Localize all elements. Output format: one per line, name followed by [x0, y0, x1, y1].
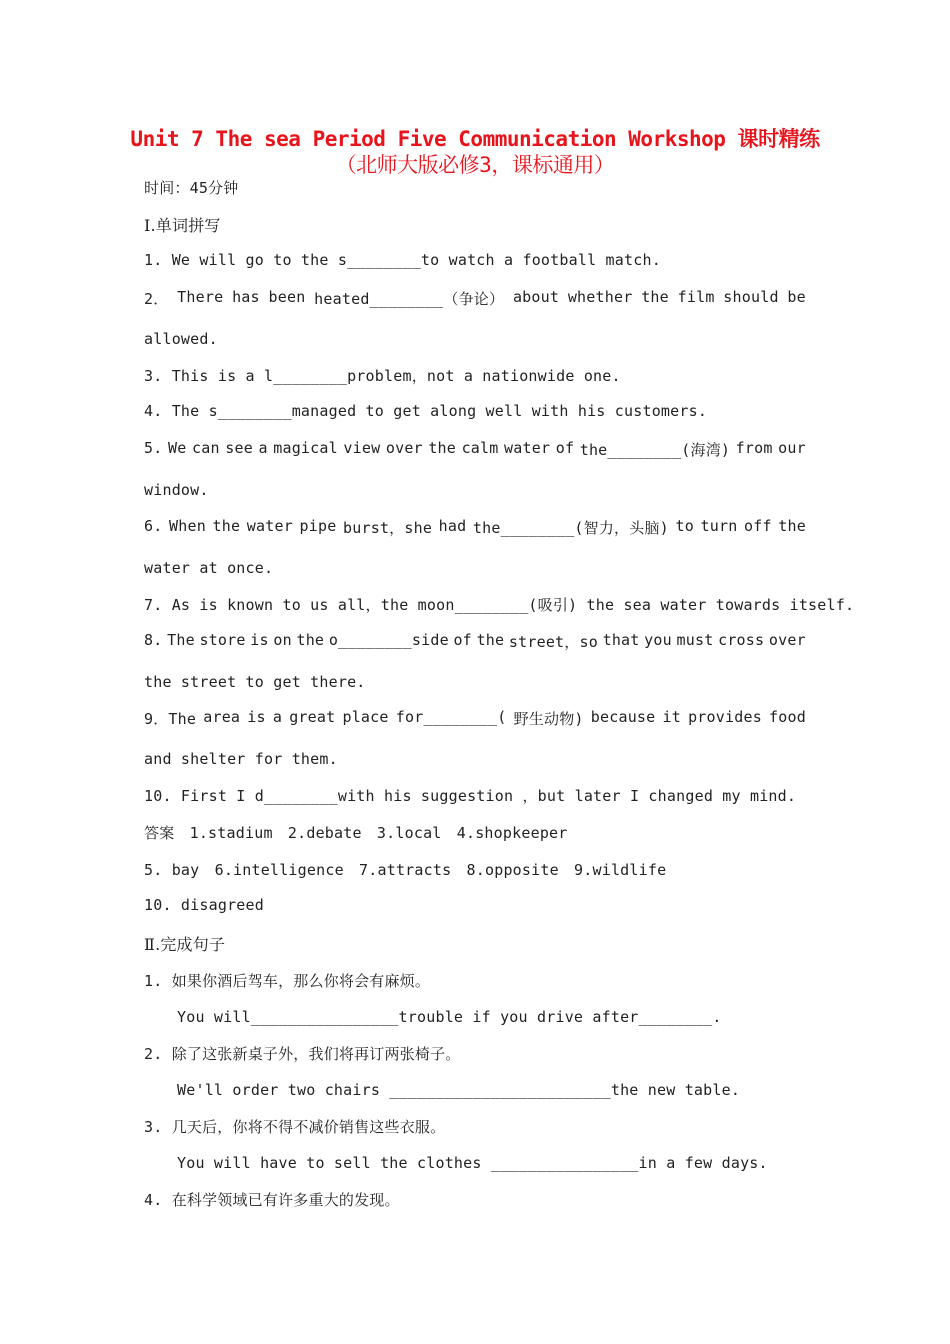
word: a — [272, 708, 283, 726]
word: the — [641, 288, 669, 306]
word: has — [232, 288, 260, 306]
word: that — [602, 631, 640, 649]
document-title: Unit 7 The sea Period Five Communication Workshop 课时精练 — [130, 127, 820, 151]
word: The — [167, 631, 195, 649]
word: from — [735, 439, 773, 457]
word: 野生动物) — [513, 710, 584, 728]
word: heated________（争论） — [314, 290, 505, 308]
word: should — [723, 288, 779, 306]
word: 8. — [144, 631, 163, 649]
question-9 — [144, 708, 806, 729]
word: We — [168, 439, 187, 457]
word: the — [212, 517, 241, 535]
section-heading-spelling: Ⅰ.单词拼写 — [144, 216, 221, 235]
question-5-cont: window. — [144, 481, 209, 499]
word: over — [385, 439, 423, 457]
word: 5. — [144, 439, 163, 457]
word: the — [476, 631, 505, 649]
answer-line-1: 答案 1.stadium 2.debate 3.local 4.shopkeeper — [144, 824, 568, 842]
word: 9．The — [144, 710, 197, 728]
word: magical — [273, 439, 338, 457]
word: cross — [718, 631, 765, 649]
time-limit: 时间：45分钟 — [144, 179, 239, 197]
word: our — [778, 439, 806, 457]
word: over — [768, 631, 806, 649]
word: a — [258, 439, 268, 457]
question-1: 1. We will go to the s________to watch a football match. — [144, 251, 661, 269]
word: of — [555, 439, 575, 457]
word: water — [246, 517, 293, 535]
sentence-3-english: You will have to sell the clothes ________________in a few days. — [177, 1154, 768, 1172]
word: There — [177, 288, 224, 306]
sentence-4-chinese: 4. 在科学领域已有许多重大的发现。 — [144, 1191, 400, 1209]
word: 2． — [144, 290, 169, 308]
sentence-3-chinese: 3. 几天后，你将不得不减价销售这些衣服。 — [144, 1118, 446, 1136]
sentence-1-chinese: 1. 如果你酒后驾车，那么你将会有麻烦。 — [144, 972, 431, 990]
sentence-2-english: We'll order two chairs ________________________the new table. — [177, 1081, 741, 1099]
word: off — [744, 517, 772, 535]
question-6-cont: water at once. — [144, 559, 274, 577]
word: see — [225, 439, 253, 457]
word: can — [192, 439, 220, 457]
question-9-cont: and shelter for them. — [144, 750, 338, 768]
question-5 — [144, 439, 806, 460]
question-2-cont: allowed. — [144, 330, 218, 348]
question-8 — [144, 631, 806, 652]
question-3: 3. This is a l________problem，not a nationwide one. — [144, 367, 621, 385]
word: o________side — [328, 631, 449, 649]
document-subtitle: （北师大版必修3，课标通用） — [335, 153, 615, 177]
word: water — [504, 439, 551, 457]
word: the________(海湾) — [579, 441, 731, 459]
question-10: 10. First I d________with his suggestion ，but later I changed my mind. — [144, 787, 797, 805]
word: the — [296, 631, 325, 649]
word: been — [268, 288, 306, 306]
word: is — [247, 708, 266, 726]
word: calm — [461, 439, 499, 457]
word: about — [512, 288, 560, 306]
word: great — [289, 708, 336, 726]
section-heading-sentences: Ⅱ.完成句子 — [144, 935, 226, 954]
word: whether — [567, 288, 633, 306]
word: pipe — [299, 517, 337, 535]
word: street，so — [508, 633, 598, 651]
word: the________(智力，头脑) — [472, 519, 669, 537]
word: to — [675, 517, 694, 535]
question-6 — [144, 517, 806, 538]
word: is — [250, 631, 269, 649]
word: food — [769, 708, 806, 726]
question-4: 4. The s________managed to get along well with his customers. — [144, 402, 708, 420]
word: the — [778, 517, 806, 535]
word: because — [590, 708, 656, 726]
word: of — [453, 631, 472, 649]
word: burst，she — [343, 519, 433, 537]
answer-line-3: 10. disagreed — [144, 896, 264, 914]
word: must — [676, 631, 714, 649]
word: When — [169, 517, 206, 535]
word: view — [343, 439, 381, 457]
word: for________( — [395, 708, 507, 726]
word: you — [644, 631, 672, 649]
word: 6. — [144, 517, 163, 535]
word: had — [438, 517, 467, 535]
question-8-cont: the street to get there. — [144, 673, 366, 691]
word: be — [787, 288, 806, 306]
question-2 — [144, 288, 806, 309]
sentence-1-english: You will________________trouble if you drive after________. — [177, 1008, 722, 1026]
sentence-2-chinese: 2. 除了这张新桌子外，我们将再订两张椅子。 — [144, 1045, 461, 1063]
question-7: 7. As is known to us all，the moon________(吸引) the sea water towards itself. — [144, 596, 855, 614]
word: provides — [688, 708, 762, 726]
word: turn — [700, 517, 738, 535]
word: area — [203, 708, 241, 726]
answer-line-2: 5. bay 6.intelligence 7.attracts 8.opposite 9.wildlife — [144, 861, 667, 879]
word: it — [662, 708, 681, 726]
word: film — [677, 288, 715, 306]
word: place — [342, 708, 389, 726]
word: the — [428, 439, 457, 457]
word: store — [199, 631, 246, 649]
word: on — [273, 631, 292, 649]
